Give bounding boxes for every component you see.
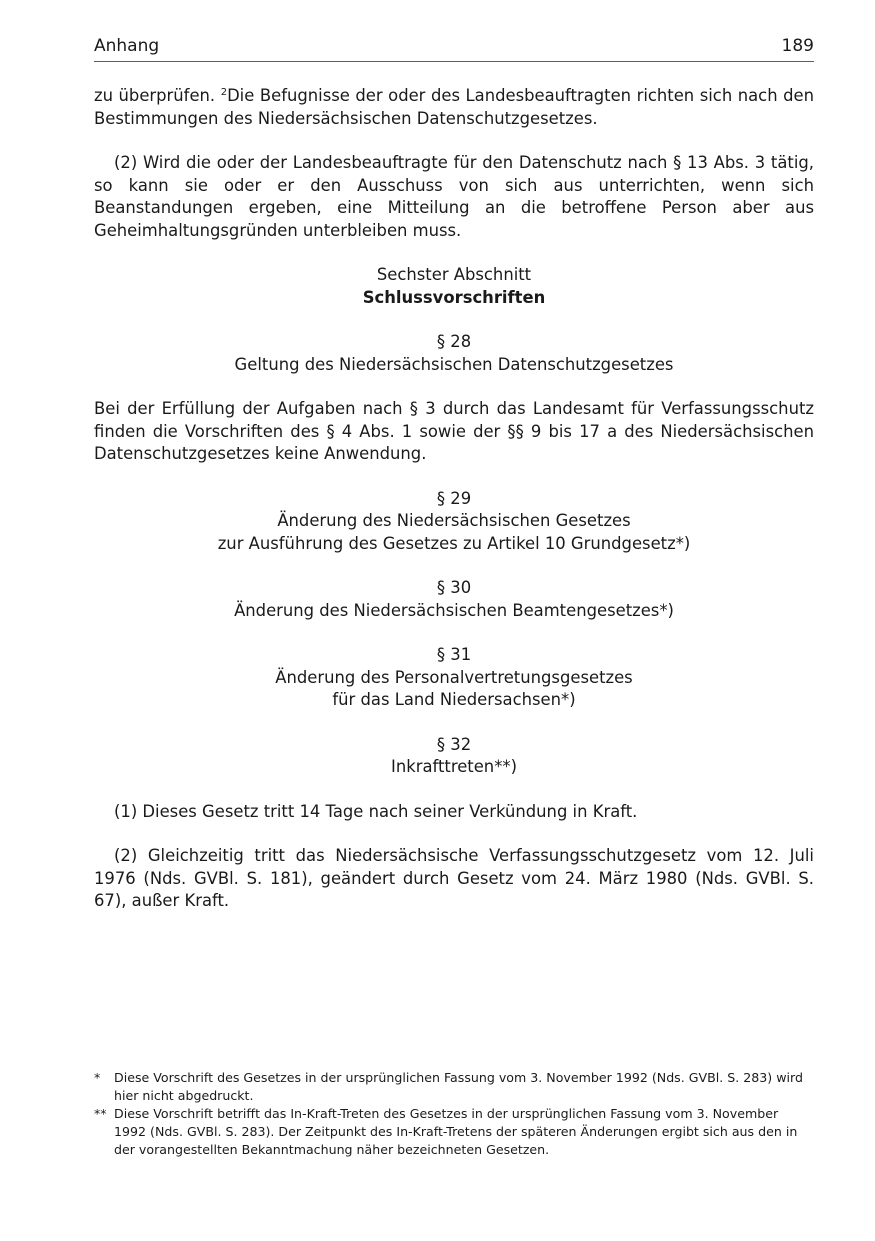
section-heading <box>94 264 814 309</box>
footnote <box>94 1069 814 1105</box>
footnote-text: Diese Vorschrift betrifft das In-Kraft-Treten des Gesetzes in der ursprünglichen Fassung vom 3. November 1992 (Nds. GVBl. S. 283). Der Zeitpunkt des In-Kraft-Tretens der späteren Änderungen ergibt sich aus den in der vorangestellten Bekanntmachung näher bezeichneten Gesetzen. <box>114 1106 798 1157</box>
paragraph-title: Änderung des Niedersächsischen Gesetzes <box>277 511 631 530</box>
footnote-mark: * <box>94 1070 101 1085</box>
document-body <box>94 85 814 935</box>
paragraph-heading-30 <box>94 577 814 622</box>
paragraph-number: § 31 <box>436 645 472 664</box>
paragraph-number: § 28 <box>436 332 472 351</box>
footnote-mark: ** <box>94 1106 107 1121</box>
paragraph-title: Änderung des Personalvertretungsgesetzes <box>275 667 633 687</box>
paragraph-text: zu überprüfen. <box>94 86 221 105</box>
section-label: Sechster Abschnitt <box>376 265 532 284</box>
paragraph-text: Die Befugnisse der oder des Landesbeauftragten richten sich nach den Bestimmungen des Niedersächsischen Datenschutzgesetzes. <box>94 86 814 128</box>
running-header <box>94 35 814 62</box>
paragraph-continuation <box>94 85 814 130</box>
paragraph-title: für das Land Niedersachsen*) <box>332 690 576 709</box>
section-title: Schlussvorschriften <box>362 287 546 307</box>
paragraph-number: § 29 <box>436 488 472 508</box>
footnotes <box>94 1069 814 1159</box>
paragraph-title: Geltung des Niedersächsischen Datenschutzgesetzes <box>234 354 674 374</box>
footnote <box>94 1105 814 1159</box>
footnote-text: Diese Vorschrift des Gesetzes in der ursprünglichen Fassung vom 3. November 1992 (Nds. GVBl. S. 283) wird hier nicht abgedruckt. <box>114 1070 803 1103</box>
paragraph-32-subsection-2: (2) Gleichzeitig tritt das Niedersächsische Verfassungsschutzgesetz vom 12. Juli 1976 (Nds. GVBl. S. 181), geändert durch Gesetz vom 24. März 1980 (Nds. GVBl. S. 67), außer Kraft. <box>94 846 814 910</box>
paragraph-subsection-2: (2) Wird die oder der Landesbeauftragte für den Datenschutz nach § 13 Abs. 3 tätig, so kann sie oder er den Ausschuss von sich aus unterrichten, wenn sich Beanstandungen ergeben, eine Mitteilung an die betroffene Person aber aus Geheimhaltungsgründen unterbleiben muss. <box>94 153 814 240</box>
paragraph-title: Änderung des Niedersächsischen Beamtengesetzes*) <box>234 600 674 620</box>
document-page <box>94 0 814 1241</box>
sentence-number: 2 <box>220 87 228 98</box>
paragraph-heading-28 <box>94 331 814 376</box>
paragraph-heading-29 <box>94 488 814 556</box>
paragraph-heading-32 <box>94 734 814 779</box>
paragraph-title: zur Ausführung des Gesetzes zu Artikel 10 Grundgesetz*) <box>217 533 691 553</box>
header-page-number: 189 <box>781 36 814 56</box>
paragraph-28-text: Bei der Erfüllung der Aufgaben nach § 3 durch das Landesamt für Verfassungsschutz finden die Vorschriften des § 4 Abs. 1 sowie der §§ 9 bis 17 a des Niedersächsischen Datenschutzgesetzes keine Anwendung. <box>94 399 814 463</box>
paragraph-heading-31 <box>94 644 814 712</box>
paragraph-title: Inkrafttreten**) <box>391 757 517 776</box>
paragraph-32-subsection-1: (1) Dieses Gesetz tritt 14 Tage nach seiner Verkündung in Kraft. <box>114 801 638 821</box>
paragraph-number: § 30 <box>436 578 472 597</box>
paragraph-number: § 32 <box>436 734 472 754</box>
header-section-name: Anhang <box>94 36 160 56</box>
